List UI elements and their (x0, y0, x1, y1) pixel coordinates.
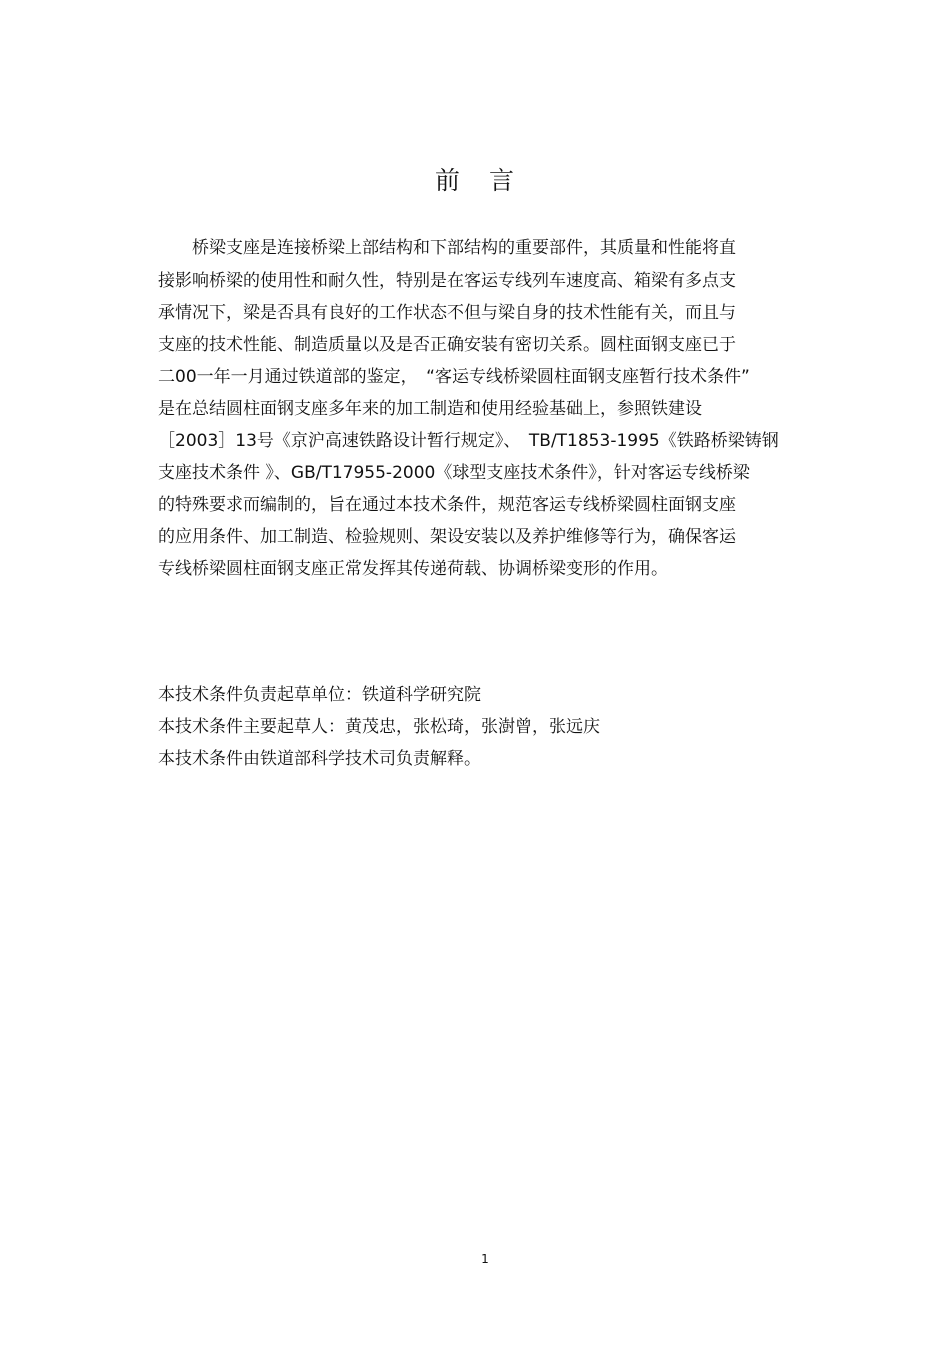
interpretation-line: 本技术条件由铁道部科学技术司负责解释。 (158, 749, 481, 769)
preface-line: 是在总结圆柱面钢支座多年来的加工制造和使用经验基础上，参照铁建设 (158, 399, 702, 419)
preface-line: 桥梁支座是连接桥梁上部结构和下部结构的重要部件，其质量和性能将直 (158, 238, 736, 258)
preface-line: 二00一年一月通过铁道部的鉴定， “客运专线桥梁圆柱面钢支座暂行技术条件” (158, 367, 750, 387)
page-title-char-1: 前 (434, 166, 461, 195)
preface-line: 的特殊要求而编制的，旨在通过本技术条件，规范客运专线桥梁圆柱面钢支座 (158, 495, 736, 515)
preface-line: 的应用条件、加工制造、检验规则、架设安装以及养护维修等行为，确保客运 (158, 527, 736, 547)
preface-line: 支座技术条件 》、GB/T17955-2000《球型支座技术条件》，针对客运专线桥梁 (158, 463, 750, 483)
preface-line: 专线桥梁圆柱面钢支座正常发挥其传递荷载、协调桥梁变形的作用。 (158, 559, 668, 579)
page-title-char-2: 言 (489, 166, 516, 195)
preface-line: 支座的技术性能、制造质量以及是否正确安装有密切关系。圆柱面钢支座已于 (158, 335, 736, 355)
drafting-unit-line: 本技术条件负责起草单位：铁道科学研究院 (158, 685, 481, 705)
preface-line: 承情况下，梁是否具有良好的工作状态不但与梁自身的技术性能有关，而且与 (158, 303, 736, 323)
drafters-line: 本技术条件主要起草人：黄茂忠，张松琦，张澍曾，张远庆 (158, 717, 600, 737)
preface-line: 接影响桥梁的使用性和耐久性，特别是在客运专线列车速度高、箱梁有多点支 (158, 271, 736, 291)
preface-line: ［2003］13号《京沪高速铁路设计暂行规定》、 TB/T1853-1995《铁路桥梁铸钢 (158, 431, 779, 451)
page-number: 1 (481, 1252, 489, 1266)
page-title (0, 165, 950, 197)
